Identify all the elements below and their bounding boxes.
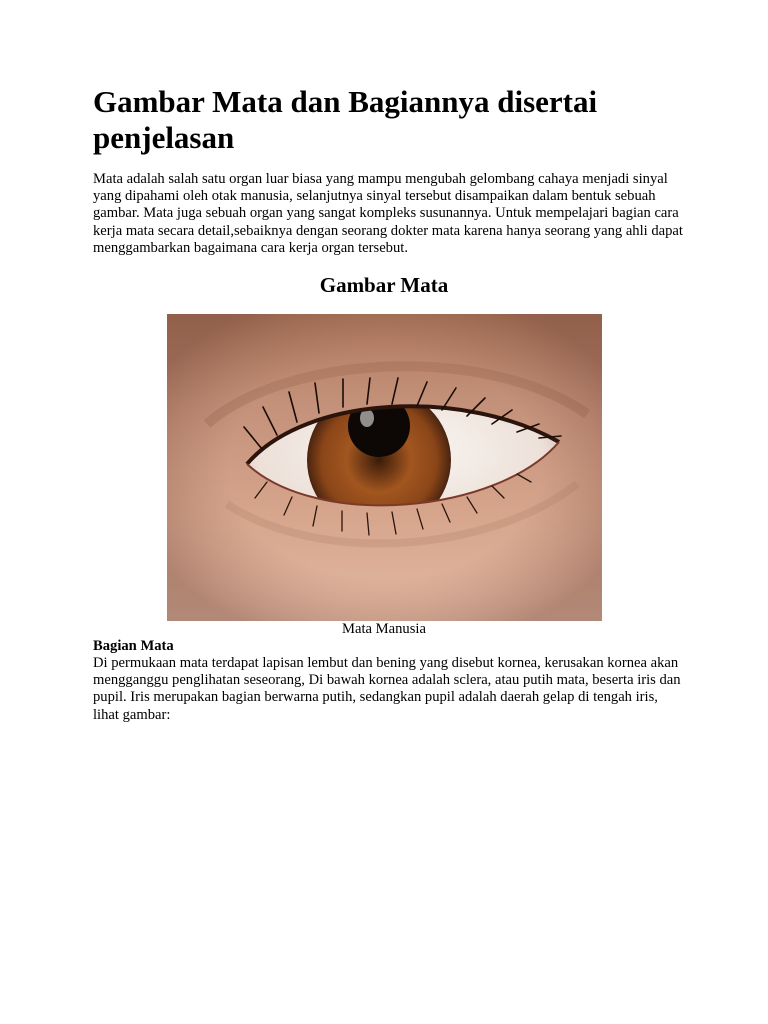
intro-paragraph: Mata adalah salah satu organ luar biasa yang mampu mengubah gelombang cahaya menjadi sinyal yang dipahami oleh otak manusia, selanjutnya sinyal tersebut disampaikan dalam bentuk sebuah gambar. Mata juga sebuah organ yang sangat kompleks susunannya. Untuk mempelajari bagian cara kerja mata secara detail,sebaiknya dengan seorang dokter mata karena hanya seorang yang ahli dapat menggambarkan bagaimana cara kerja organ tersebut. xyxy=(93,171,683,256)
body-paragraph: Di permukaan mata terdapat lapisan lembut dan bening yang disebut kornea, kerusakan kornea akan mengganggu penglihatan seseorang, Di bawah kornea adalah sclera, atau putih mata, beserta iris dan pupil. Iris merupakan bagian berwarna putih, sedangkan pupil adalah daerah gelap di tengah iris, lihat gambar: xyxy=(93,655,681,723)
page-title: Gambar Mata dan Bagiannya disertai penjelasan xyxy=(93,84,598,155)
subheading: Bagian Mata xyxy=(93,638,174,654)
section-heading: Gambar Mata xyxy=(319,273,449,297)
figure-caption: Mata Manusia xyxy=(342,621,426,637)
eye-photo xyxy=(167,314,602,621)
